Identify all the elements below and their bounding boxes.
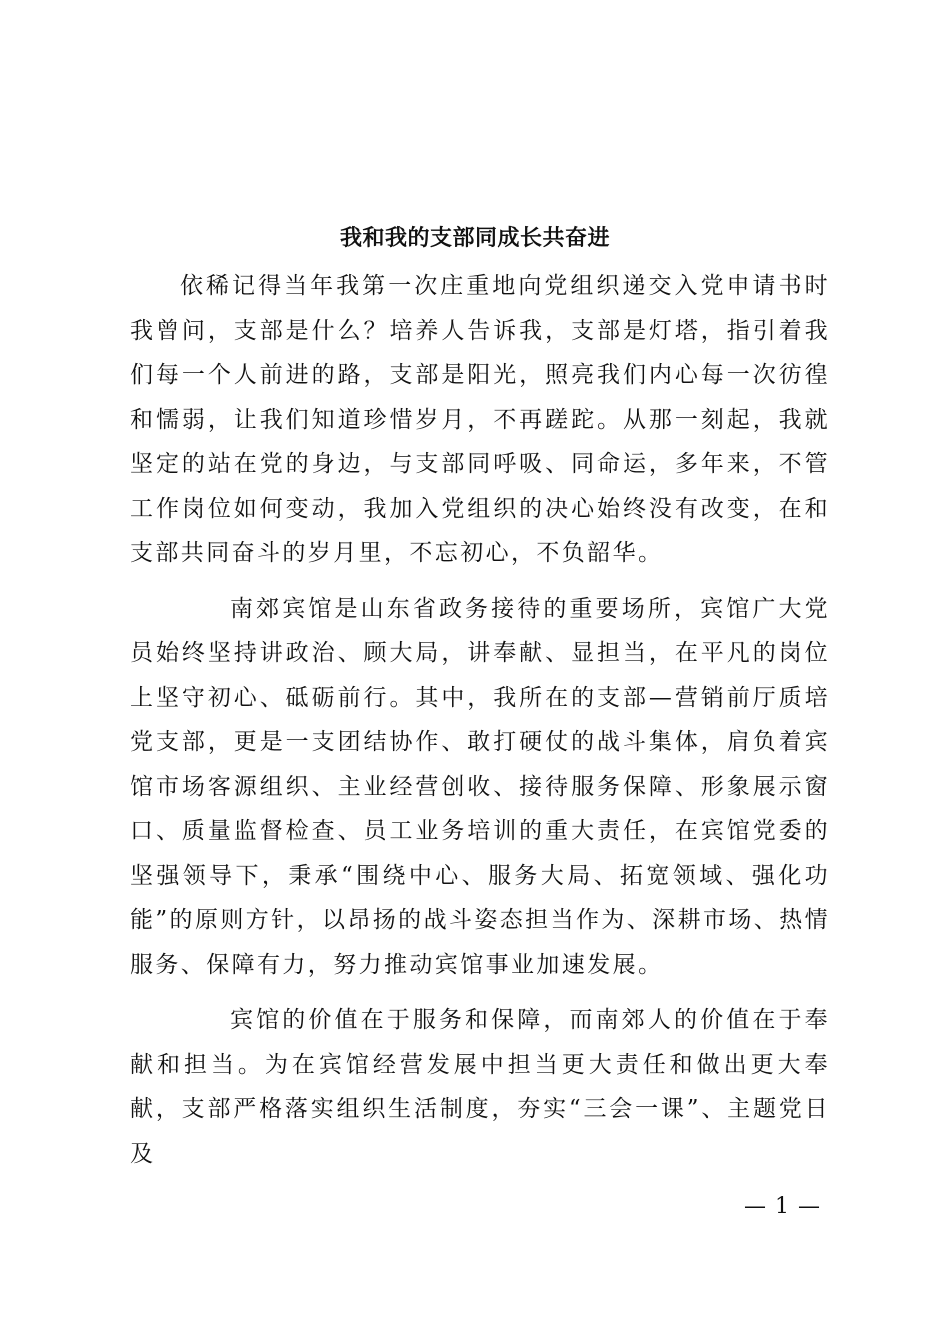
- document-body: [130, 264, 830, 1187]
- paragraph-2: 南郊宾馆是山东省政务接待的重要场所，宾馆广大党员始终坚持讲政治、顾大局，讲奉献、显担当，在平凡的岗位上坚守初心、砥砺前行。其中，我所在的支部—营销前厅质培党支部，更是一支团结协作、敢打硬仗的战斗集体，肩负着宾馆市场客源组织、主业经营创收、接待服务保障、形象展示窗口、质量监督检查、员工业务培训的重大责任，在宾馆党委的坚强领导下，秉承“围绕中心、服务大局、拓宽领域、强化功能”的原则方针，以昂扬的战斗姿态担当作为、深耕市场、热情服务、保障有力，努力推动宾馆事业加速发展。: [130, 595, 830, 978]
- page-number: — 1 —: [744, 1194, 821, 1219]
- document-title: 我和我的支部同成长共奋进: [339, 225, 610, 251]
- paragraph-3: 宾馆的价值在于服务和保障，而南郊人的价值在于奉献和担当。为在宾馆经营发展中担当更大责任和做出更大奉献，支部严格落实组织生活制度，夯实“三会一课”、主题党日及: [130, 1007, 830, 1167]
- paragraph-1: 依稀记得当年我第一次庄重地向党组织递交入党申请书时我曾问，支部是什么？培养人告诉我，支部是灯塔，指引着我们每一个人前进的路，支部是阳光，照亮我们内心每一次彷徨和懦弱，让我们知道珍惜岁月，不再蹉跎。从那一刻起，我就坚定的站在党的身边，与支部同呼吸、同命运，多年来，不管工作岗位如何变动，我加入党组织的决心始终没有改变，在和支部共同奋斗的岁月里，不忘初心，不负韶华。: [130, 273, 830, 566]
